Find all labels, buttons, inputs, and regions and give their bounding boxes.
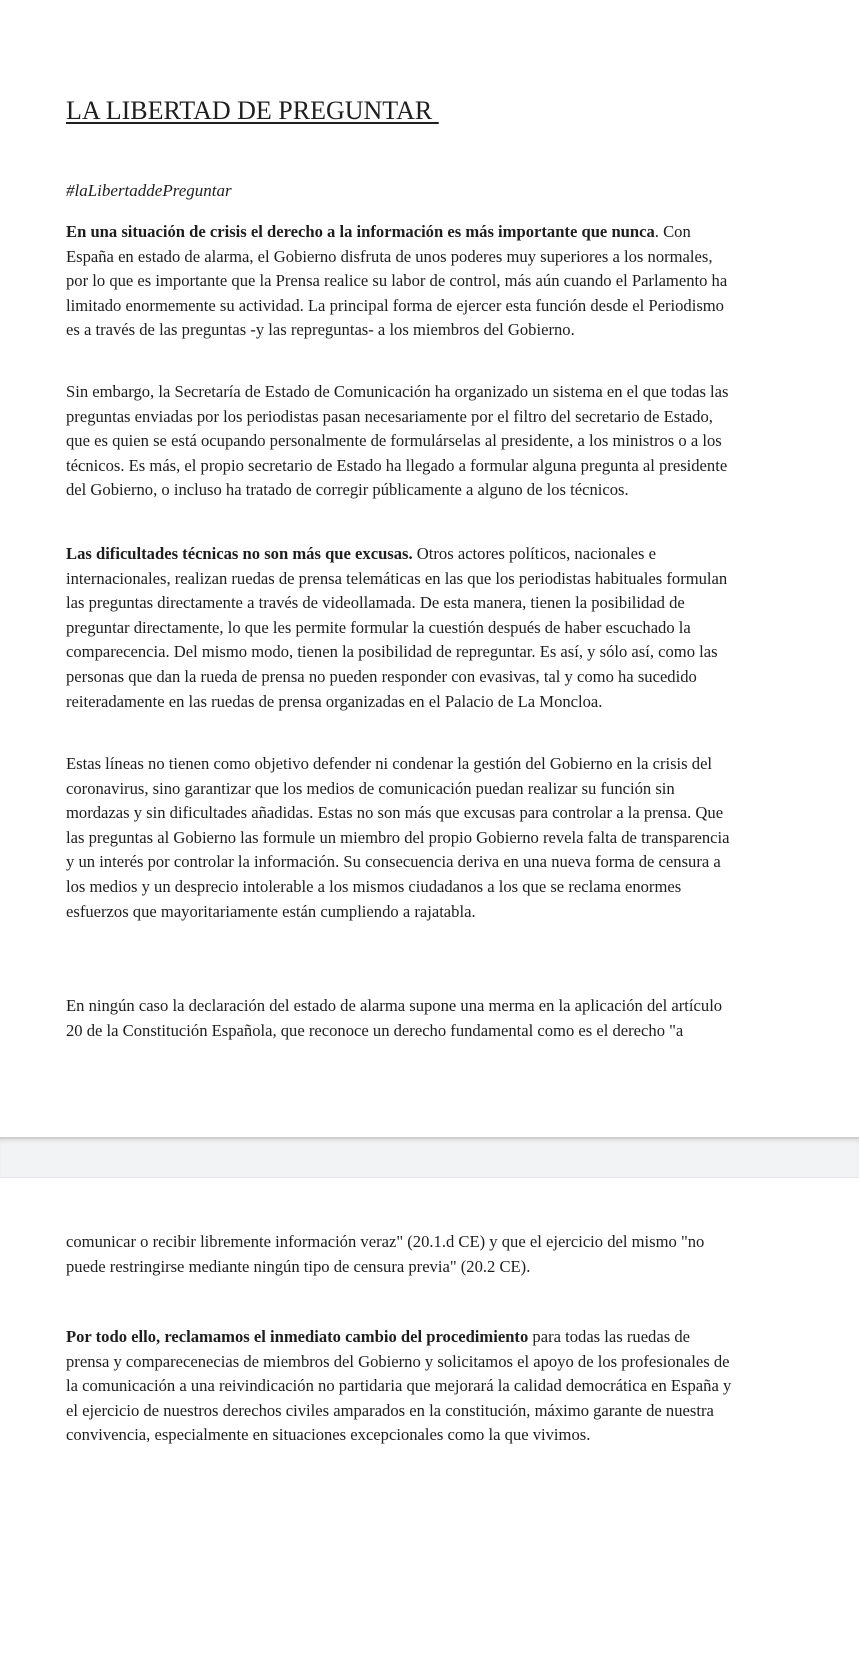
line-text: técnicos. Es más, el propio secretario de Estado ha llegado a formular alguna pregunta al presidente bbox=[66, 455, 728, 475]
line-text: esfuerzos que mayoritariamente están cumpliendo a rajatabla. bbox=[66, 901, 476, 921]
text-line bbox=[66, 1325, 731, 1350]
line-text: mordazas y sin dificultades añadidas. Estas no son más que excusas para controlar a la prensa. Que bbox=[66, 803, 724, 823]
text-line bbox=[66, 1230, 704, 1255]
line-text: internacionales, realizan ruedas de prensa telemáticas en las que los periodistas habituales formulan bbox=[66, 568, 728, 588]
line-text: 20 de la Constitución Española, que reconoce un derecho fundamental como es el derecho "a bbox=[66, 1020, 684, 1040]
text-line bbox=[66, 591, 727, 616]
line-text: que es quien se está ocupando personalmente de formulárselas al presidente, a los ministros o a los bbox=[66, 431, 722, 451]
line-text: Otros actores políticos, nacionales e bbox=[412, 544, 656, 563]
line-text: las preguntas directamente a través de videollamada. De esta manera, tienen la posibilidad de bbox=[66, 593, 685, 613]
text-line bbox=[66, 900, 730, 925]
line-text: los medios y un desprecio intolerable a los mismos ciudadanos a los que se reclama enormes bbox=[66, 876, 682, 896]
text-line bbox=[66, 220, 727, 245]
page-break bbox=[0, 1137, 859, 1178]
line-text: personas que dan la rueda de prensa no pueden responder con evasivas, tal y como ha sucedido bbox=[66, 666, 697, 686]
bold-lead: En una situación de crisis el derecho a la información es más importante que nunca bbox=[66, 222, 655, 241]
line-text: . Con bbox=[654, 222, 691, 241]
line-text: Sin embargo, la Secretaría de Estado de Comunicación ha organizado un sistema en el que todas las bbox=[66, 382, 729, 401]
text-line bbox=[66, 665, 727, 690]
text-line bbox=[66, 752, 730, 777]
text-line bbox=[66, 405, 728, 430]
text-line bbox=[66, 380, 728, 405]
line-text: preguntas enviadas por los periodistas pasan necesariamente por el filtro del secretario de Estado, bbox=[66, 406, 713, 426]
text-line bbox=[66, 542, 727, 567]
line-text: es a través de las preguntas -y las repreguntas- a los miembros del Gobierno. bbox=[66, 320, 575, 340]
line-text: coronavirus, sino garantizar que los medios de comunicación puedan realizar su función sin bbox=[66, 778, 675, 798]
line-text: del Gobierno, o incluso ha tratado de corregir públicamente a alguno de los técnicos. bbox=[66, 480, 629, 500]
text-line bbox=[66, 318, 727, 343]
line-text: limitado enormemente su actividad. La principal forma de ejercer esta función desde el Periodismo bbox=[66, 295, 724, 315]
text-line bbox=[66, 478, 728, 503]
paragraph bbox=[66, 220, 727, 343]
line-text: el ejercicio de nuestros derechos civiles amparados en la constitución, máximo garante de nuestra bbox=[66, 1400, 714, 1420]
text-line bbox=[66, 801, 730, 826]
line-text: y un interés por controlar la información. Su consecuencia deriva en una nueva forma de censura a bbox=[66, 852, 721, 872]
line-text: por lo que es importante que la Prensa realice su labor de control, más aún cuando el Parlamento ha bbox=[66, 271, 728, 291]
text-line bbox=[66, 1399, 731, 1424]
text-line bbox=[66, 245, 727, 270]
text-line bbox=[66, 616, 727, 641]
line-text: En ningún caso la declaración del estado de alarma supone una merma en la aplicación del artículo bbox=[66, 996, 723, 1015]
text-line bbox=[66, 777, 730, 802]
line-text: Estas líneas no tienen como objetivo defender ni condenar la gestión del Gobierno en la crisis del bbox=[66, 754, 713, 773]
line-text: España en estado de alarma, el Gobierno disfruta de unos poderes muy superiores a los normales, bbox=[66, 246, 713, 266]
line-text: comparecencia. Del mismo modo, tienen la posibilidad de repreguntar. Es así, y sólo así, como las bbox=[66, 642, 718, 662]
line-text: preguntar directamente, lo que les permite formular la cuestión después de haber escuchado la bbox=[66, 617, 691, 637]
text-line bbox=[66, 826, 730, 851]
text-line bbox=[66, 454, 728, 479]
line-text: comunicar o recibir libremente información veraz" (20.1.d CE) y que el ejercicio del mismo "no bbox=[66, 1232, 705, 1251]
text-line bbox=[66, 269, 727, 294]
text-line bbox=[66, 1019, 722, 1044]
line-text: la comunicación a una reivindicación no partidaria que mejorará la calidad democrática en España y bbox=[66, 1376, 732, 1396]
text-line bbox=[66, 294, 727, 319]
text-line bbox=[66, 1374, 731, 1399]
text-line bbox=[66, 567, 727, 592]
line-text: reiteradamente en las ruedas de prensa organizadas en el Palacio de La Moncloa. bbox=[66, 691, 603, 711]
paragraph bbox=[66, 542, 727, 714]
paragraph bbox=[66, 1325, 731, 1448]
line-text: las preguntas al Gobierno las formule un miembro del propio Gobierno revela falta de transparencia bbox=[66, 827, 730, 847]
text-line bbox=[66, 994, 722, 1019]
text-line bbox=[66, 875, 730, 900]
bold-lead: Las dificultades técnicas no son más que excusas. bbox=[66, 544, 413, 563]
text-line bbox=[66, 1423, 731, 1448]
line-text: prensa y comparecenecias de miembros del Gobierno y solicitamos el apoyo de los profesionales de bbox=[66, 1351, 730, 1371]
text-line bbox=[66, 850, 730, 875]
text-line bbox=[66, 640, 727, 665]
hashtag: #laLibertaddePreguntar bbox=[66, 181, 232, 200]
paragraph bbox=[66, 994, 722, 1043]
line-text: convivencia, especialmente en situaciones excepcionales como la que vivimos. bbox=[66, 1425, 591, 1445]
text-line bbox=[66, 429, 728, 454]
document-title: LA LIBERTAD DE PREGUNTAR bbox=[66, 96, 439, 125]
line-text: puede restringirse mediante ningún tipo de censura previa" (20.2 CE). bbox=[66, 1256, 531, 1276]
bold-lead: Por todo ello, reclamamos el inmediato cambio del procedimiento bbox=[66, 1327, 529, 1346]
text-line bbox=[66, 690, 727, 715]
paragraph bbox=[66, 1230, 704, 1279]
text-line bbox=[66, 1350, 731, 1375]
paragraph bbox=[66, 752, 730, 924]
line-text: para todas las ruedas de bbox=[528, 1327, 690, 1346]
text-line bbox=[66, 1255, 704, 1280]
paragraph bbox=[66, 380, 728, 503]
